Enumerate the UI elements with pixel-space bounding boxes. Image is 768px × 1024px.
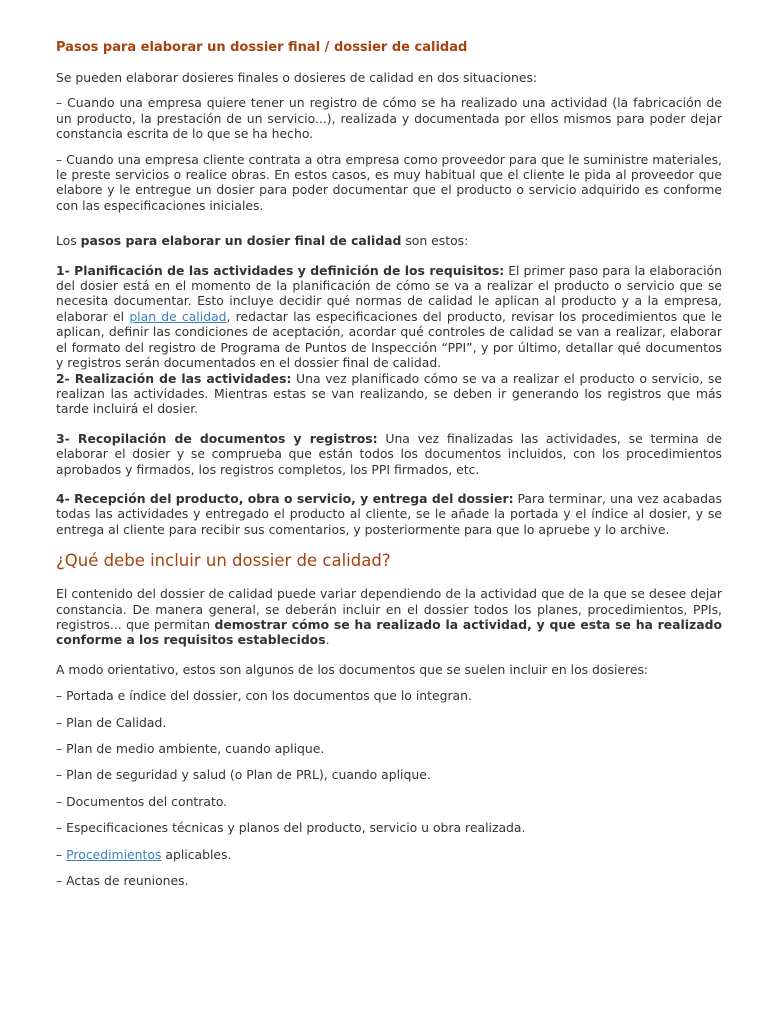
steps-intro-post: son estos: (401, 233, 469, 249)
content-text: El contenido del dossier de calidad puede variar dependiendo de la actividad que de la que se desee dejar constancia. De manera general, se deberán incluir en el dossier todos los planes, procedimientos, PPIs, registros... que permitan (56, 586, 722, 632)
step-3-heading: 3- Recopilación de documentos y registros: (56, 430, 378, 446)
step-2-paragraph (56, 371, 722, 417)
content-paragraph (56, 586, 722, 648)
situation-2-paragraph: – Cuando una empresa cliente contrata a otra empresa como proveedor para que le suministre materiales, le preste servicios o realice obras. En estos casos, es muy habitual que el cliente le pida al proveedor que elabore y le entregue un dosier para poder documentar que el producto o servicio adquirido es conforme con las especificaciones iniciales. (56, 151, 722, 213)
procedimientos-link[interactable]: Procedimientos (66, 846, 162, 862)
step-4-text: Para terminar, una vez acabadas todas las actividades y entregado el producto al cliente, se le añade la portada y el índice al dosier, y se entrega al cliente para recibir sus comentarios, y posteriormente para que lo apruebe y lo archive. (56, 490, 723, 537)
list-item-prefix: – (56, 846, 67, 862)
situation-1-paragraph: – Cuando una empresa quiere tener un registro de cómo se ha realizado una actividad (la fabricación de un producto, la prestación de un servicio...), realizada y documentada por ellos mismos para poder dejar constancia escrita de lo que se ha hecho. (56, 95, 722, 142)
plan-de-calidad-link[interactable]: plan de calidad (129, 308, 227, 324)
step-3-paragraph (56, 431, 722, 477)
step-4-heading: 4- Recepción del producto, obra o servicio, y entrega del dossier: (56, 490, 514, 506)
section-heading: ¿Qué debe incluir un dossier de calidad? (56, 551, 391, 571)
list-item: – Documentos del contrato. (56, 793, 228, 809)
content-end: . (325, 632, 330, 648)
list-item-procedimientos (56, 847, 722, 862)
step-4-paragraph (56, 491, 722, 537)
content-bold: demostrar cómo se ha realizado la actividad, y que esta se ha realizado conforme a los requisitos establecidos (56, 616, 722, 648)
list-item: – Portada e índice del dossier, con los documentos que lo integran. (56, 688, 472, 704)
step-1-paragraph (56, 263, 722, 371)
list-item: – Plan de Calidad. (56, 714, 167, 730)
steps-intro-bold: pasos para elaborar un dosier final de calidad (80, 233, 402, 249)
step-2-text: Una vez planificado cómo se va a realizar el producto o servicio, se realizan las actividades. Mientras estas se van realizando, se deben ir generando los registros que más tarde incluirá el dosier. (56, 370, 723, 417)
list-item: – Especificaciones técnicas y planos del producto, servicio u obra realizada. (56, 820, 526, 836)
step-2-heading: 2- Realización de las actividades: (56, 370, 292, 386)
steps-intro-pre: Los (56, 233, 81, 249)
intro-paragraph: Se pueden elaborar dosieres finales o dosieres de calidad en dos situaciones: (56, 70, 538, 85)
step-1-text-b: , redactar las especificaciones del producto, revisar los procedimientos que le aplican, definir las condiciones de aceptación, acordar qué controles de calidad se van a realizar, elaborar el formato del registro de Programa de Puntos de Inspección “PPI”, y por último, detallar qué documentos y registros serán documentados en el dossier final de calidad. (56, 308, 723, 371)
list-item: – Plan de seguridad y salud (o Plan de PRL), cuando aplique. (56, 767, 431, 783)
list-item: – Plan de medio ambiente, cuando aplique. (56, 741, 325, 756)
document-title: Pasos para elaborar un dossier final / dossier de calidad (56, 40, 468, 55)
step-3-text: Una vez finalizadas las actividades, se termina de elaborar el dosier y se comprueba que están todos los documentos incluidos, con los procedimientos aprobados y firmados, los registros completos, los PPI firmados, etc. (56, 430, 723, 477)
step-1-text-a: El primer paso para la elaboración del dosier está en el momento de la planificación de cómo se va a realizar el producto o servicio que se necesita documentar. Esto incluye decidir qué normas de calidad le aplican al producto y a la empresa, elaborar el (56, 262, 722, 324)
steps-intro-paragraph (56, 233, 722, 248)
list-item: – Actas de reuniones. (56, 873, 189, 889)
list-item-suffix: aplicables. (161, 846, 232, 862)
step-1-heading: 1- Planificación de las actividades y definición de los requisitos: (56, 262, 505, 278)
orientative-paragraph: A modo orientativo, estos son algunos de los documentos que se suelen incluir en los dosieres: (56, 661, 649, 677)
